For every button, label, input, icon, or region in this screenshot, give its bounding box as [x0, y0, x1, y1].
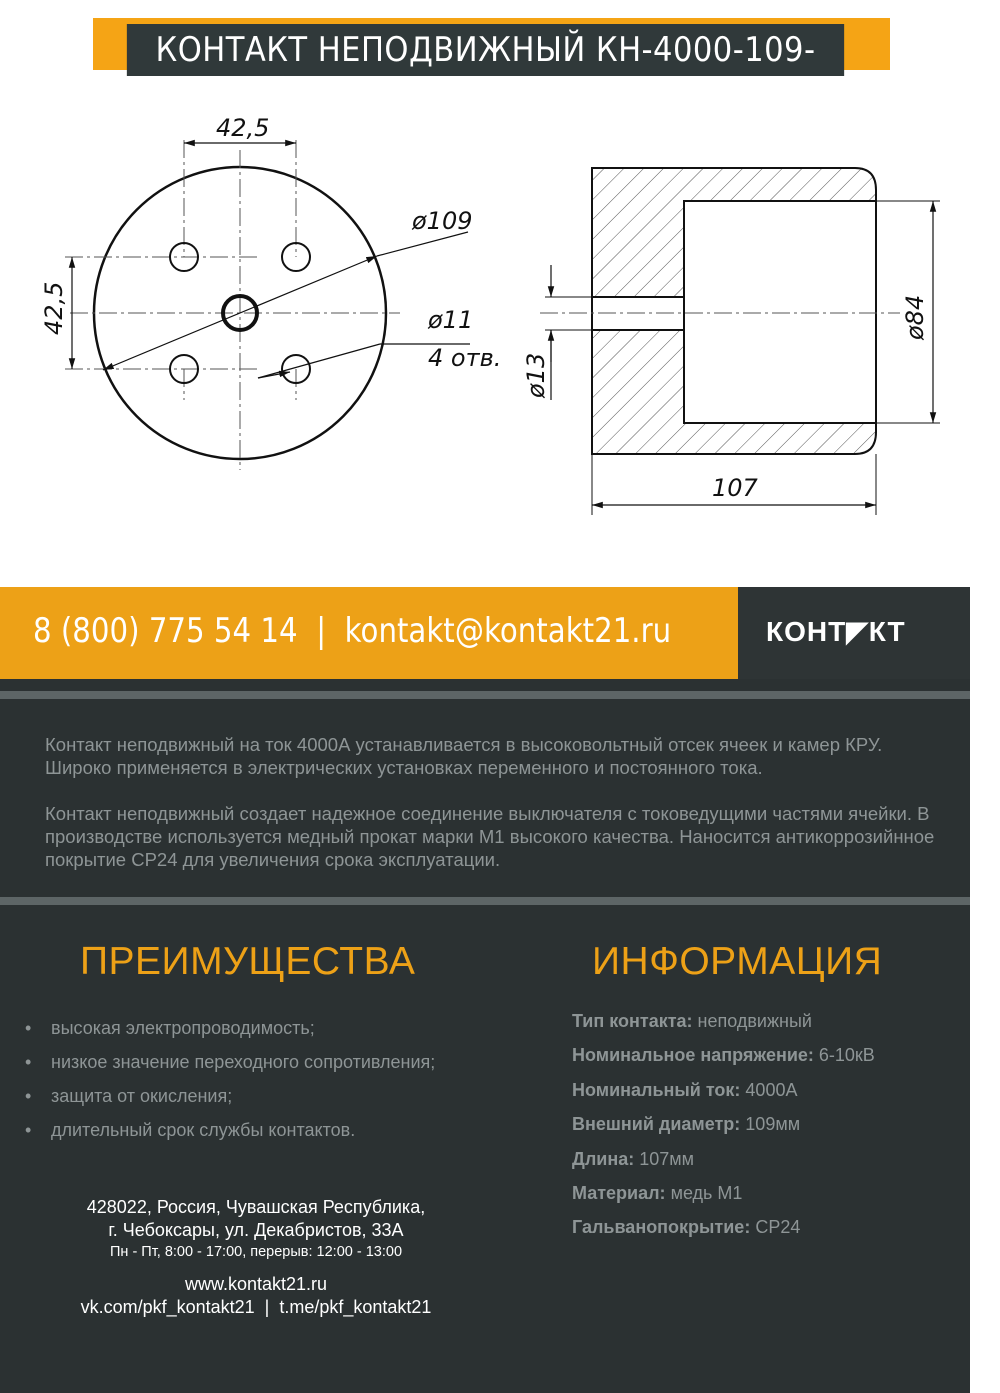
list-item: • защита от окисления;: [25, 1086, 233, 1106]
section-view: [540, 168, 940, 515]
dim-bore-label: ø13: [522, 352, 550, 398]
contact-phone-email[interactable]: 8 (800) 775 54 14 | kontakt@kontakt21.ru: [33, 611, 672, 651]
list-item: • длительный срок службы контактов.: [25, 1120, 356, 1140]
divider-middle: [0, 897, 970, 905]
advantages-heading: ПРЕИМУЩЕСТВА: [80, 940, 416, 983]
working-hours: Пн - Пт, 8:00 - 17:00, перерыв: 12:00 - 13:00: [109, 1244, 403, 1260]
info-row-type: Тип контакта: неподвижный: [572, 1011, 812, 1031]
technical-drawing: [0, 90, 1000, 530]
dim-holes-count-label: 4 отв.: [428, 344, 502, 372]
address-line-1: 428022, Россия, Чувашская Республика,: [86, 1197, 426, 1217]
divider-top: [0, 691, 970, 699]
address-line-2: г. Чебоксары, ул. Декабристов, 33А: [108, 1220, 404, 1240]
dim-top-label: 42,5: [216, 114, 270, 142]
social-links[interactable]: vk.com/pkf_kontakt21 | t.me/pkf_kontakt21: [80, 1297, 432, 1317]
info-row-current: Номинальный ток: 4000А: [572, 1079, 798, 1100]
front-view: [65, 140, 470, 470]
dim-inner-label: ø84: [901, 294, 929, 340]
info-row-length: Длина: 107мм: [572, 1148, 694, 1169]
info-row-diameter: Внешний диаметр: 109мм: [572, 1114, 801, 1135]
description-paragraph-2: Контакт неподвижный создает надежное соединение выключателя с токоведущими частями ячейки. В производстве используется медный прокат марки М1 высокого качества. Наносится антикоррозийнное покрытие СР24 для увеличения срока эксплуатации.: [45, 803, 935, 870]
dim-outer-label: ø109: [412, 207, 473, 235]
list-item: • высокая электропроводимость;: [25, 1018, 315, 1038]
info-list: [572, 1004, 875, 1245]
info-heading: ИНФОРМАЦИЯ: [592, 940, 883, 983]
dim-length-label: 107: [712, 474, 758, 502]
website-link[interactable]: www.kontakt21.ru: [184, 1274, 328, 1294]
dim-hole-label: ø11: [428, 306, 474, 334]
advantages-list: [25, 1011, 435, 1147]
page-title: КОНТАКТ НЕПОДВИЖНЫЙ КН-4000-109-107: [127, 24, 844, 76]
dim-left-label: 42,5: [40, 281, 68, 335]
description-paragraph-1: Контакт неподвижный на ток 4000А устанавливается в высоковольтный отсек ячеек и камер КРУ. Широко применяется в электрических установках переменного и постоянного тока.: [45, 734, 883, 778]
info-row-coating: Гальванопокрытие: СР24: [572, 1217, 801, 1238]
info-row-material: Материал: медь М1: [572, 1183, 743, 1204]
company-logo: КОНТ◤КТ: [766, 616, 906, 647]
list-item: • низкое значение переходного сопротивления;: [25, 1052, 436, 1072]
info-row-voltage: Номинальное напряжение: 6-10кВ: [572, 1045, 875, 1066]
